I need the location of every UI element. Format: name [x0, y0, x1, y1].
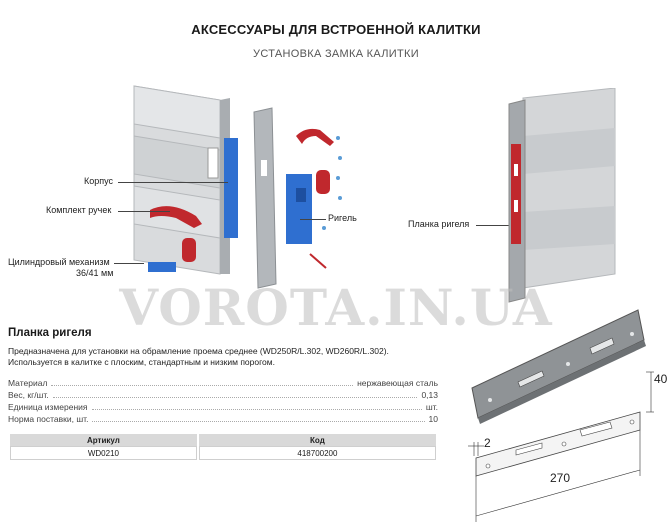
- spec-value: шт.: [425, 402, 438, 412]
- description-line: Используется в калитке с плоским, стандартным и низким порогом.: [8, 357, 275, 367]
- spec-label: Норма поставки, шт.: [8, 414, 89, 424]
- watermark: VOROTA.IN.UA: [119, 278, 553, 337]
- strike-plate-red: [511, 144, 521, 244]
- page-subtitle: УСТАНОВКА ЗАМКА КАЛИТКИ: [253, 48, 419, 60]
- article-table: [8, 434, 438, 460]
- spec-value: нержавеющая сталь: [357, 378, 438, 388]
- installed-strike-plate-illustration: [505, 88, 625, 303]
- callout-cylinder-line1: Цилиндровый механизм: [8, 257, 110, 267]
- lock-installation-illustration: [120, 78, 360, 298]
- table-row: [10, 446, 436, 460]
- product-title: Планка ригеля: [8, 327, 92, 339]
- frame-profile-illustration: [254, 108, 276, 288]
- spec-row: [8, 402, 438, 412]
- dimension-width-label: 40: [654, 372, 668, 386]
- spec-label: Материал: [8, 378, 48, 388]
- spec-label: Единица измерения: [8, 402, 88, 412]
- callout-cylinder-line2: 36/41 мм: [76, 268, 114, 278]
- callout-strike-plate: Планка ригеля: [408, 219, 470, 229]
- description-line: Предназначена для установки на обрамление проема среднее (WD250R/L.302, WD260R/L.302).: [8, 346, 389, 356]
- handle-right-illustration: [296, 129, 334, 146]
- spec-row: [8, 414, 438, 424]
- plate-3d-view: [472, 310, 644, 418]
- callout-handles: Комплект ручек: [46, 205, 112, 215]
- dimension-thickness-label: 2: [484, 436, 491, 450]
- callout-line: [114, 263, 144, 264]
- table-cell-article: WD0210: [10, 446, 197, 460]
- spec-label: Вес, кг/шт.: [8, 390, 49, 400]
- spec-value: 0,13: [421, 390, 438, 400]
- callout-line: [300, 219, 326, 220]
- callout-body: Корпус: [84, 176, 114, 186]
- callout-line: [118, 211, 170, 212]
- callout-bolt: Ригель: [328, 213, 357, 223]
- spec-row: [8, 390, 438, 400]
- strike-plate-drawing: [460, 300, 672, 527]
- bolt-illustration: [286, 174, 312, 244]
- table-header-code: Код: [199, 434, 436, 446]
- plate-flat-view: [476, 412, 640, 476]
- spec-row: [8, 378, 438, 388]
- page-title: АКСЕССУАРЫ ДЛЯ ВСТРОЕННОЙ КАЛИТКИ: [191, 22, 481, 37]
- spec-value: 10: [428, 414, 438, 424]
- dimension-length-label: 270: [550, 471, 571, 485]
- lock-body-illustration: [224, 138, 238, 238]
- callout-line: [118, 182, 228, 183]
- product-description: [8, 346, 448, 368]
- cylinder-illustration: [148, 262, 176, 272]
- table-cell-code: 418700200: [199, 446, 436, 460]
- table-header-article: Артикул: [10, 434, 197, 446]
